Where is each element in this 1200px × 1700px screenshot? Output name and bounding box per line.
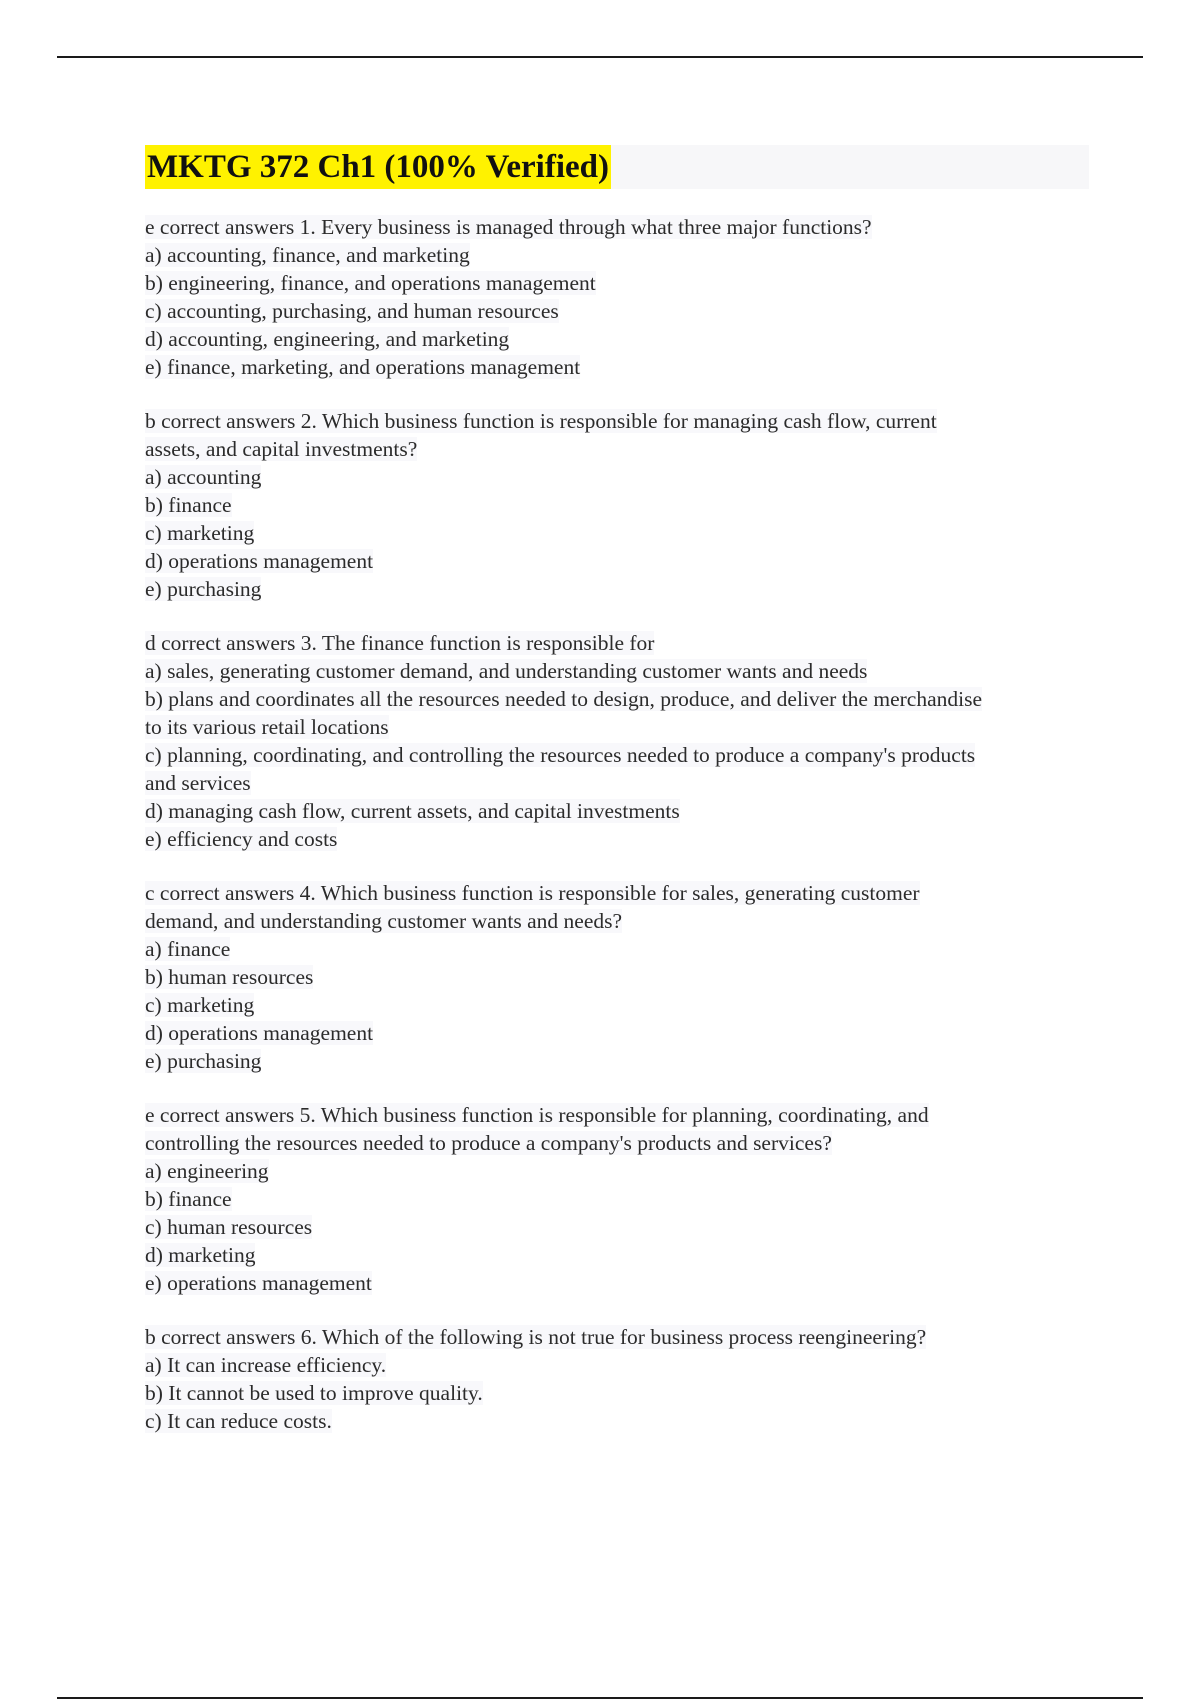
question-text: d correct answers 3. The finance function is responsible for <box>145 631 655 655</box>
answer-option: a) engineering <box>145 1159 269 1183</box>
answer-option: a) It can increase efficiency. <box>145 1353 387 1377</box>
question-text: b correct answers 6. Which of the following is not true for business process reengineering? <box>145 1325 927 1349</box>
question-block-3 <box>145 629 1089 853</box>
title-band <box>145 145 1089 189</box>
question-block-5 <box>145 1101 1089 1297</box>
answer-option: d) marketing <box>145 1243 256 1267</box>
question-text: controlling the resources needed to produce a company's products and services? <box>145 1131 832 1155</box>
top-rule <box>57 56 1143 58</box>
answer-option: a) sales, generating customer demand, and understanding customer wants and needs <box>145 659 868 683</box>
answer-option: e) purchasing <box>145 1049 262 1073</box>
bottom-rule <box>57 1697 1143 1699</box>
answer-option: b) finance <box>145 493 232 517</box>
answer-option: c) human resources <box>145 1215 313 1239</box>
question-block-4 <box>145 879 1089 1075</box>
question-text: assets, and capital investments? <box>145 437 418 461</box>
question-list <box>145 213 1089 1461</box>
answer-option: e) operations management <box>145 1271 372 1295</box>
answer-option: b) human resources <box>145 965 314 989</box>
answer-option: c) marketing <box>145 993 255 1017</box>
answer-option: e) purchasing <box>145 577 262 601</box>
answer-option: c) planning, coordinating, and controlling the resources needed to produce a company's products <box>145 743 976 767</box>
answer-option: a) accounting <box>145 465 262 489</box>
answer-option: d) operations management <box>145 1021 374 1045</box>
answer-option: c) accounting, purchasing, and human resources <box>145 299 559 323</box>
question-text: demand, and understanding customer wants and needs? <box>145 909 623 933</box>
answer-option: b) finance <box>145 1187 232 1211</box>
answer-option: e) finance, marketing, and operations management <box>145 355 581 379</box>
answer-option: c) marketing <box>145 521 255 545</box>
question-text: e correct answers 1. Every business is managed through what three major functions? <box>145 215 872 239</box>
question-block-2 <box>145 407 1089 603</box>
answer-option: to its various retail locations <box>145 715 389 739</box>
page-title: MKTG 372 Ch1 (100% Verified) <box>145 145 611 189</box>
question-block-6 <box>145 1323 1089 1435</box>
question-block-1 <box>145 213 1089 381</box>
answer-option: and services <box>145 771 251 795</box>
question-text: c correct answers 4. Which business function is responsible for sales, generating customer <box>145 881 920 905</box>
answer-option: d) accounting, engineering, and marketing <box>145 327 510 351</box>
question-text: e correct answers 5. Which business function is responsible for planning, coordinating, and <box>145 1103 929 1127</box>
answer-option: a) finance <box>145 937 231 961</box>
answer-option: d) managing cash flow, current assets, and capital investments <box>145 799 680 823</box>
answer-option: b) plans and coordinates all the resources needed to design, produce, and deliver the merchandise <box>145 687 982 711</box>
answer-option: a) accounting, finance, and marketing <box>145 243 470 267</box>
question-text: b correct answers 2. Which business function is responsible for managing cash flow, current <box>145 409 937 433</box>
answer-option: b) engineering, finance, and operations management <box>145 271 596 295</box>
answer-option: b) It cannot be used to improve quality. <box>145 1381 483 1405</box>
answer-option: c) It can reduce costs. <box>145 1409 332 1433</box>
answer-option: d) operations management <box>145 549 374 573</box>
answer-option: e) efficiency and costs <box>145 827 338 851</box>
